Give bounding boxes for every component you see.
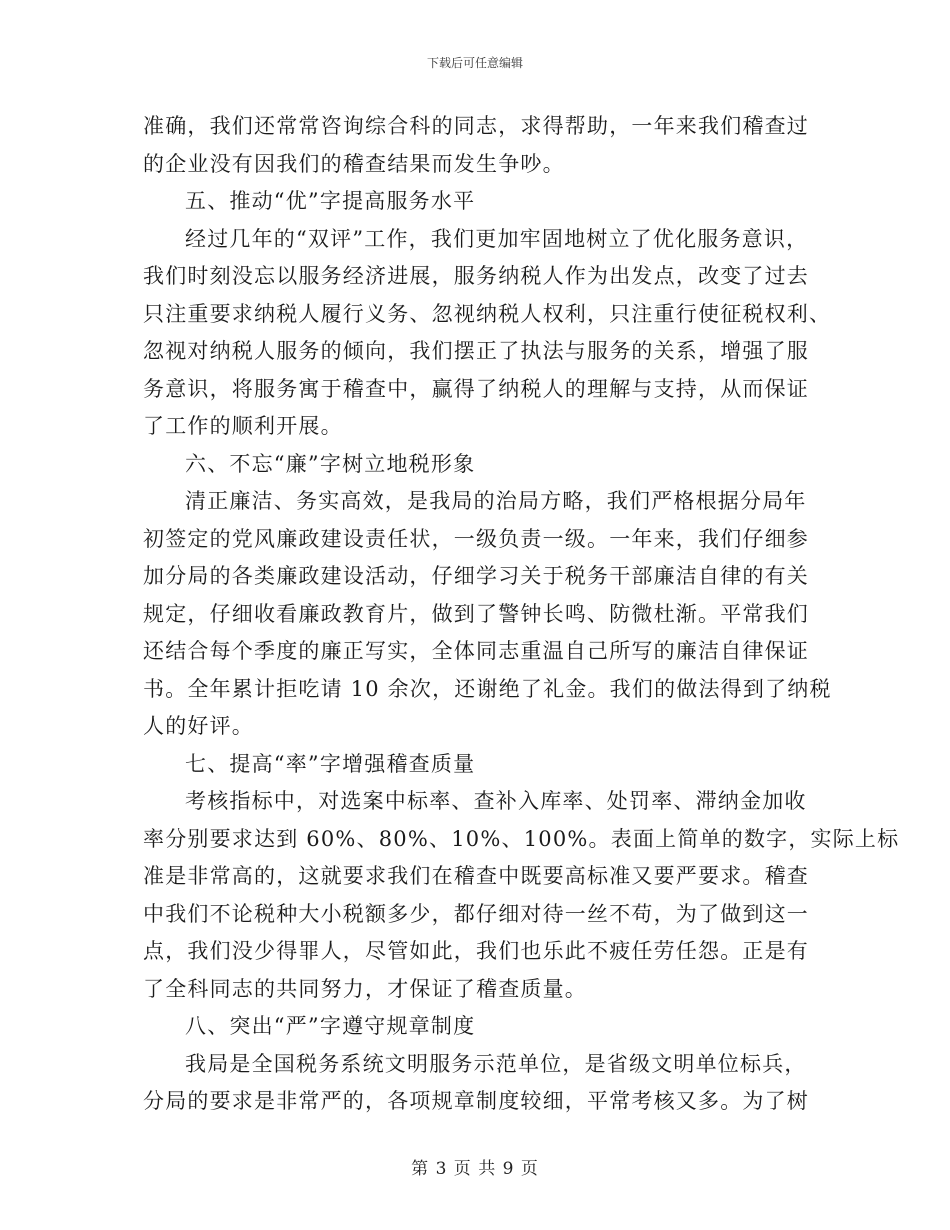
- document-body: [143, 108, 900, 1121]
- text-line: 的企业没有因我们的稽查结果而发生争吵。: [143, 151, 565, 176]
- text-line: 点，我们没少得罪人，尽管如此，我们也乐此不疲任劳任怨。正是有: [143, 939, 809, 963]
- text-line: 只注重要求纳税人履行义务、忽视纳税人权利，只注重行使征税权利、: [143, 301, 832, 326]
- section-heading: 五、推动“优”字提高服务水平: [185, 189, 476, 213]
- text-line: 规定，仔细收看廉政教育片，做到了警钟长鸣、防微杜渐。平常我们: [143, 601, 809, 626]
- text-line: 准确，我们还常常咨询综合科的同志，求得帮助，一年来我们稽查过: [143, 114, 809, 138]
- text-line: 了全科同志的共同努力，才保证了稽查质量。: [143, 976, 587, 1001]
- text-line: 初签定的党风廉政建设责任状，一级负责一级。一年来，我们仔细参: [143, 526, 809, 551]
- section-heading: 八、突出“严”字遵守规章制度: [185, 1014, 476, 1038]
- text-line: 忽视对纳税人服务的倾向，我们摆正了执法与服务的关系，增强了服: [143, 339, 809, 363]
- text-line: 加分局的各类廉政建设活动，仔细学习关于税务干部廉洁自律的有关: [143, 564, 809, 588]
- text-line: 准是非常高的，这就要求我们在稽查中既要高标准又要严要求。稽查: [143, 864, 809, 888]
- section-heading: 七、提高“率”字增强稽查质量: [185, 751, 476, 776]
- text-line: 务意识，将服务寓于稽查中，赢得了纳税人的理解与支持，从而保证: [143, 376, 809, 401]
- text-line: 率分别要求达到 60%、80%、10%、100%。表面上简单的数字，实际上标: [143, 826, 900, 851]
- paragraph-start: 清正廉洁、务实高效，是我局的治局方略，我们严格根据分局年: [185, 489, 807, 513]
- paragraph-start: 我局是全国税务系统文明服务示范单位，是省级文明单位标兵，: [185, 1051, 807, 1076]
- text-line: 人的好评。: [143, 714, 254, 738]
- text-line: 还结合每个季度的廉正写实，全体同志重温自己所写的廉洁自律保证: [143, 639, 809, 663]
- section-heading: 六、不忘“廉”字树立地税形象: [185, 451, 476, 476]
- text-line: 了工作的顺利开展。: [143, 414, 343, 438]
- page-number-footer: 第 3 页 共 9 页: [411, 1159, 539, 1179]
- page-header: 下载后可任意编辑: [426, 56, 523, 70]
- text-line: 书。全年累计拒吃请 10 余次，还谢绝了礼金。我们的做法得到了纳税: [143, 676, 832, 701]
- text-line: 我们时刻没忘以服务经济进展，服务纳税人作为出发点，改变了过去: [143, 264, 809, 288]
- paragraph-start: 考核指标中，对选案中标率、查补入库率、处罚率、滞纳金加收: [185, 789, 807, 813]
- text-line: 中我们不论税种大小税额多少，都仔细对待一丝不苟，为了做到这一: [143, 901, 809, 926]
- text-line: 分局的要求是非常严的，各项规章制度较细，平常考核又多。为了树: [143, 1089, 809, 1113]
- paragraph-start: 经过几年的“双评”工作，我们更加牢固地树立了优化服务意识，: [185, 226, 809, 251]
